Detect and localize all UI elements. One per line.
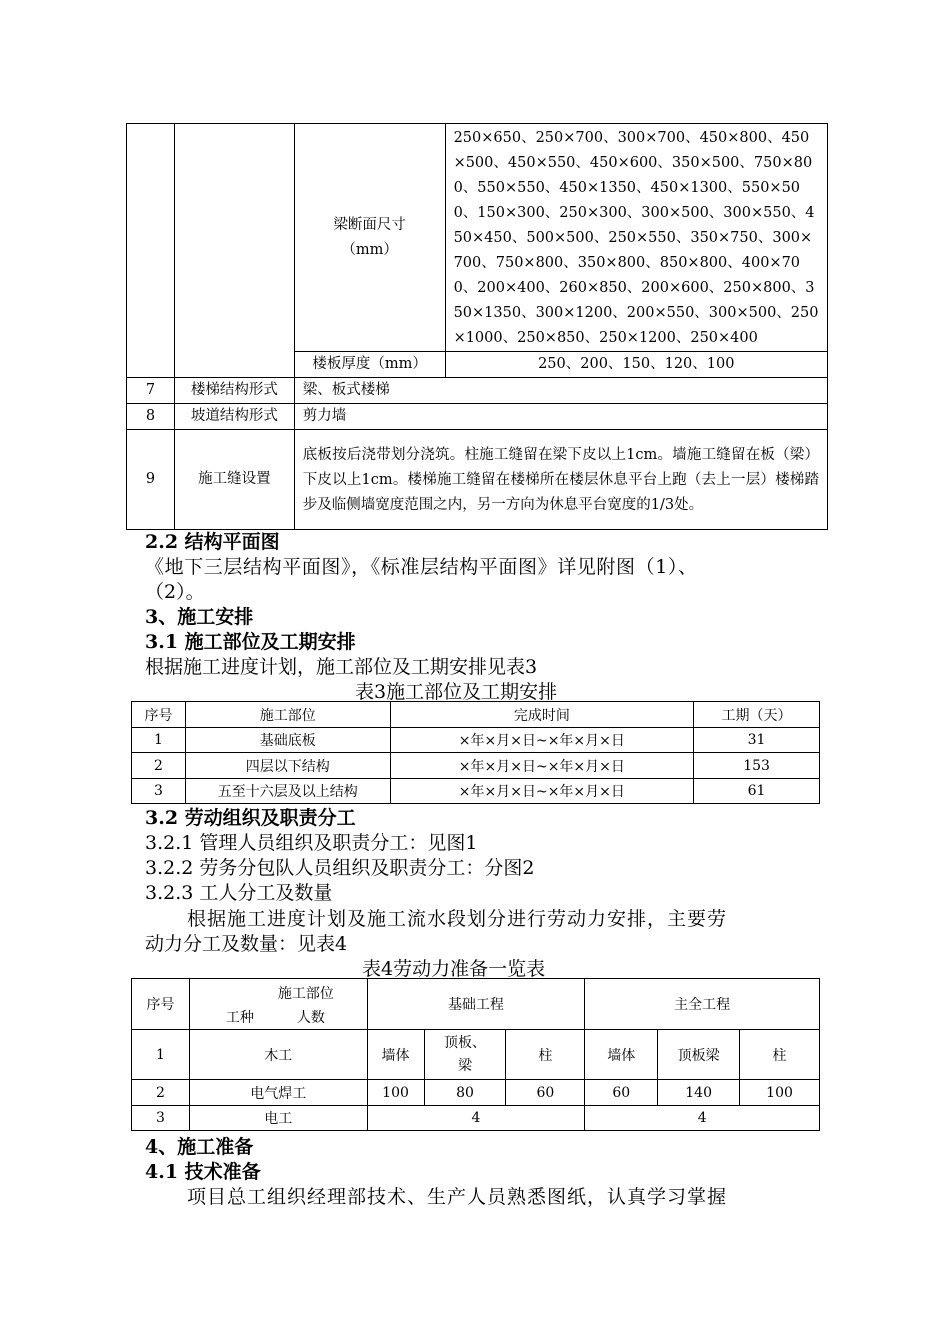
- col-header: 完成时间: [390, 702, 694, 728]
- cell: 31: [694, 728, 820, 753]
- beam-label-cell: [294, 124, 445, 352]
- row-value: 底板按后浇带划分浇筑。柱施工缝留在梁下皮以上1cm。墙施工缝留在板（梁）下皮以上1cm。楼梯施工缝留在楼梯所在楼层休息平台上跑（去上一层）楼梯踏步及临侧墙宽度范围之内，另一方向为休息平台宽度的1/3处。: [294, 430, 827, 530]
- paragraph-3-2-3: 3.2.3 工人分工及数量: [145, 882, 333, 904]
- cell: ×年×月×日~×年×月×日: [390, 779, 694, 804]
- paragraph-3-2-1: 3.2.1 管理人员组织及职责分工：见图1: [145, 832, 478, 854]
- cell: 顶板梁: [658, 1030, 740, 1080]
- col-header: 序号: [132, 702, 186, 728]
- cell: 4: [367, 1106, 585, 1131]
- paragraph-2-2-line2: （2）。: [145, 581, 205, 603]
- cell: 100: [740, 1080, 820, 1106]
- table3-caption: 表3施工部位及工期安排: [355, 681, 558, 703]
- row-item: 坡道结构形式: [174, 404, 294, 430]
- cell: 3: [132, 1106, 190, 1131]
- row-item: 施工缝设置: [174, 430, 294, 530]
- cell: 柱: [740, 1030, 820, 1080]
- cell: 80: [424, 1080, 506, 1106]
- row-value: 梁、板式楼梯: [294, 378, 827, 404]
- cell: 基础底板: [185, 728, 390, 753]
- diag-header-right: 人数: [296, 1009, 325, 1026]
- beam-label-line1: 梁断面尺寸: [333, 216, 406, 233]
- cell: 四层以下结构: [185, 753, 390, 779]
- cell: 墙体: [585, 1030, 658, 1080]
- cell: 2: [132, 753, 186, 779]
- paragraph-2-2-line1: 《地下三层结构平面图》，《标准层结构平面图》详见附图（1）、: [145, 556, 698, 578]
- col-header: 工期（天）: [694, 702, 820, 728]
- schedule-table: [131, 701, 820, 804]
- section-heading-4-1: 4.1 技术准备: [145, 1161, 261, 1183]
- table-header-row: [132, 702, 820, 728]
- slab-values-cell: 250、200、150、120、100: [445, 352, 827, 378]
- section-heading-3-1: 3.1 施工部位及工期安排: [145, 631, 356, 653]
- paragraph-labor-line1: 根据施工进度计划及施工流水段划分进行劳动力安排，主要劳: [187, 908, 728, 930]
- cell: 4: [585, 1106, 820, 1131]
- table-row: [132, 779, 820, 804]
- cell: 3: [132, 779, 186, 804]
- beam-values-cell: 250×650、250×700、300×700、450×800、450×500、450×550、450×600、350×500、750×800、550×550、450×1350、450×1300、550×500、150×300、250×300、300×500、300×550、450×450、500×500、250×550、350×750、300×700、750×800、350×800、850×800、400×700、200×400、260×850、200×600、250×800、350×1350、300×1200、200×550、300×500、250×1000、250×850、250×1200、250×400: [445, 124, 827, 352]
- col-group-main: 主全工程: [585, 979, 820, 1030]
- col-header: 施工部位: [185, 702, 390, 728]
- diag-header-left: 工种: [225, 1009, 254, 1026]
- diagonal-divider-line: [190, 979, 368, 1030]
- table-row: [132, 1030, 820, 1080]
- row-value: 剪力墙: [294, 404, 827, 430]
- section-heading-4: 4、施工准备: [145, 1136, 254, 1158]
- cell: 电工: [189, 1106, 367, 1131]
- cell: 1: [132, 728, 186, 753]
- cell: 140: [658, 1080, 740, 1106]
- row-no: 9: [127, 430, 175, 530]
- cell: 153: [694, 753, 820, 779]
- table-row: [127, 378, 828, 404]
- cell: 顶板、梁: [424, 1030, 506, 1080]
- cell: 2: [132, 1080, 190, 1106]
- slab-label-cell: 楼板厚度（mm）: [294, 352, 445, 378]
- cell: 60: [506, 1080, 585, 1106]
- cell: 60: [585, 1080, 658, 1106]
- table-row: [132, 753, 820, 779]
- spec-item-cell: [174, 124, 294, 378]
- table4-caption: 表4劳动力准备一览表: [362, 958, 546, 980]
- cell: 五至十六层及以上结构: [185, 779, 390, 804]
- cell: 电气焊工: [189, 1080, 367, 1106]
- section-heading-2-2: 2.2 结构平面图: [145, 531, 280, 553]
- col-header-no: 序号: [132, 979, 190, 1030]
- table-row: [127, 430, 828, 530]
- paragraph-3-2-2: 3.2.2 劳务分包队人员组织及职责分工：分图2: [145, 857, 535, 879]
- cell: 木工: [189, 1030, 367, 1080]
- section-heading-3-2: 3.2 劳动组织及职责分工: [145, 807, 356, 829]
- table-row: [132, 1106, 820, 1131]
- spec-no-cell: [127, 124, 175, 378]
- paragraph-4-1: 项目总工组织经理部技术、生产人员熟悉图纸，认真学习掌握: [187, 1186, 728, 1208]
- cell: 61: [694, 779, 820, 804]
- structure-spec-table: [126, 123, 828, 530]
- table-row: [132, 728, 820, 753]
- cell: ×年×月×日~×年×月×日: [390, 753, 694, 779]
- row-no: 7: [127, 378, 175, 404]
- section-heading-3: 3、施工安排: [145, 606, 254, 628]
- beam-label-line2: （mm）: [341, 241, 398, 258]
- cell: 墙体: [367, 1030, 424, 1080]
- paragraph-labor-line2: 动力分工及数量：见表4: [145, 933, 348, 955]
- row-item: 楼梯结构形式: [174, 378, 294, 404]
- row-no: 8: [127, 404, 175, 430]
- paragraph-3-1: 根据施工进度计划，施工部位及工期安排见表3: [145, 656, 538, 678]
- col-group-foundation: 基础工程: [367, 979, 585, 1030]
- table-row: [127, 404, 828, 430]
- cell: 100: [367, 1080, 424, 1106]
- cell: 1: [132, 1030, 190, 1080]
- table-row: [132, 1080, 820, 1106]
- cell: 柱: [506, 1030, 585, 1080]
- diag-header-top: 施工部位: [277, 985, 334, 1002]
- cell: ×年×月×日~×年×月×日: [390, 728, 694, 753]
